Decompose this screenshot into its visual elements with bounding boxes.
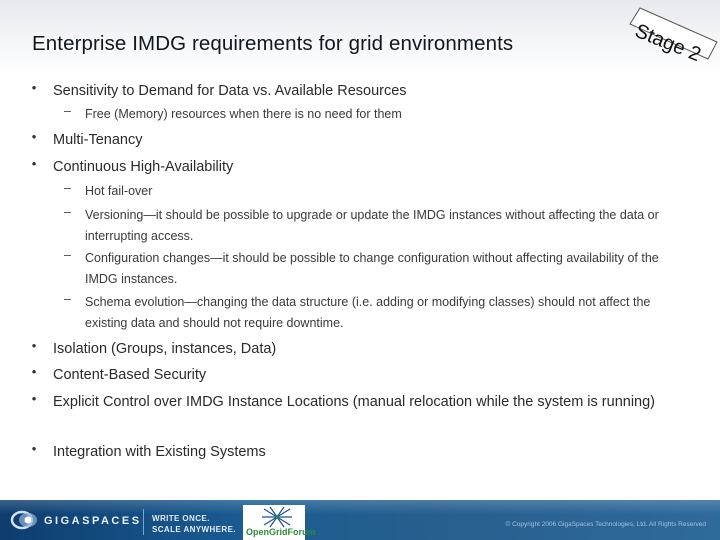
footer-highlight — [0, 500, 720, 514]
bullet-icon: • — [31, 129, 37, 144]
bullet-icon: • — [31, 441, 37, 456]
open-grid-forum-logo-icon — [260, 506, 294, 528]
bullet-icon: • — [31, 338, 37, 353]
dash-icon: – — [64, 205, 71, 219]
footer-divider — [143, 509, 144, 535]
dash-icon: – — [64, 292, 71, 306]
dash-icon: – — [64, 248, 71, 262]
list-item-text: Versioning—it should be possible to upgrade or update the IMDG instances without affecting the data or interrupting access. — [85, 208, 659, 243]
bullet-icon: • — [31, 156, 37, 171]
list-item-text: Free (Memory) resources when there is no need for them — [85, 107, 402, 121]
bullet-icon: • — [31, 364, 37, 379]
bullet-icon: • — [31, 80, 37, 95]
list-item-text: Integration with Existing Systems — [53, 444, 266, 460]
list-item-text: Sensitivity to Demand for Data vs. Available Resources — [53, 83, 407, 99]
list-item-text: Explicit Control over IMDG Instance Locations (manual relocation while the system is running) — [53, 394, 656, 410]
list-item-text: Multi-Tenancy — [53, 132, 143, 148]
stage-label: Stage 2 — [631, 20, 704, 67]
tagline-line-1: WRITE ONCE. — [152, 514, 210, 523]
list-item-text: Isolation (Groups, instances, Data) — [53, 341, 277, 357]
list-item-text: Schema evolution—changing the data structure (i.e. adding or modifying classes) should not affect the existing data and should not require downtime. — [85, 295, 651, 330]
slide-title: Enterprise IMDG requirements for grid environments — [32, 32, 514, 55]
dash-icon: – — [64, 104, 71, 118]
list-item-text: Configuration changes—it should be possible to change configuration without affecting availability of the IMDG instances. — [85, 251, 659, 286]
tagline-line-2: SCALE ANYWHERE. — [152, 525, 236, 534]
gigaspaces-logo-icon — [10, 509, 40, 531]
list-item-text: Continuous High-Availability — [53, 159, 234, 175]
list-item-text: Content-Based Security — [53, 367, 207, 383]
bullet-icon: • — [31, 391, 37, 406]
list-item-text: Hot fail-over — [85, 184, 153, 198]
dash-icon: – — [64, 181, 71, 195]
copyright-text: © Copyright 2006 GigaSpaces Technologies, Ltd. All Rights Reserved — [505, 521, 706, 528]
brand-name: GIGASPACES — [44, 515, 142, 527]
partner-name: OpenGridForum — [246, 527, 316, 537]
